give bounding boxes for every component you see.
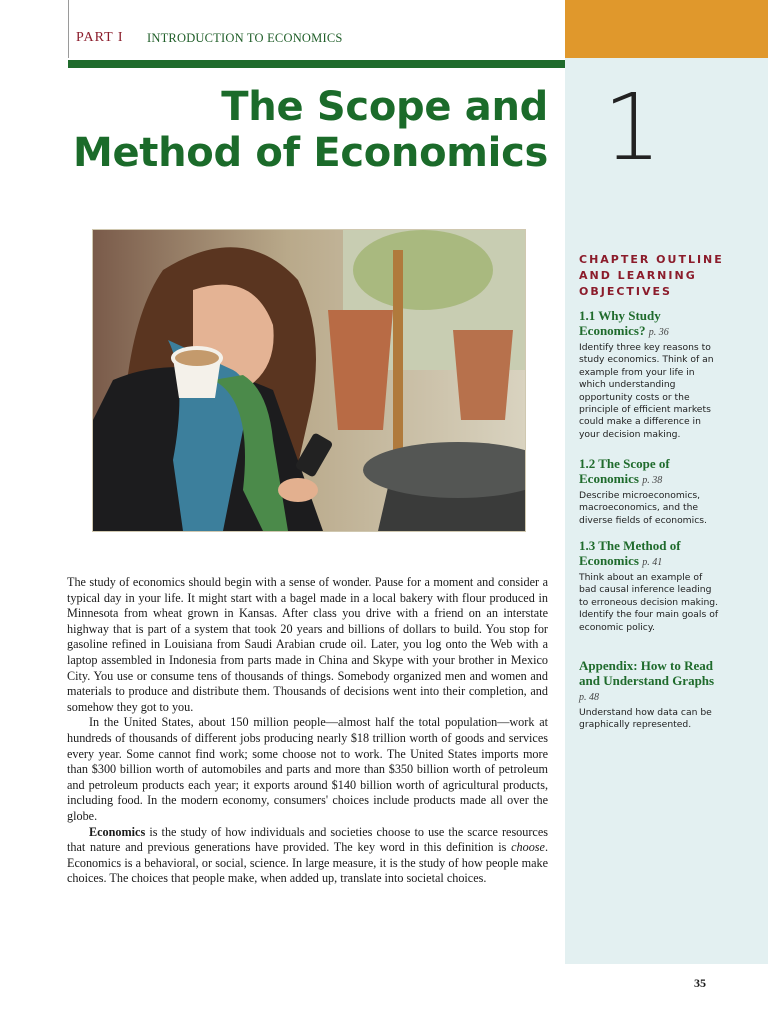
part-title: INTRODUCTION TO ECONOMICS xyxy=(147,31,343,45)
objective-title[interactable]: 1.3 The Method of Economics p. 41 xyxy=(579,538,681,568)
objective-1-1 xyxy=(579,308,721,441)
paragraph-2: In the United States, about 150 million people—almost half the total population—work at hundreds of thousands of different jobs producing nearly $18 trillion worth of goods and services every year. Some cannot find work; some choose not to work. The United States imports more than $300 billion worth of automobiles and parts and more than $350 billion worth of petroleum and petroleum products each year; it exports around $140 billion worth of agricultural products, including food. In the modern economy, consumers' choices include products made all over the globe. xyxy=(67,715,548,823)
chapter-outline-heading: CHAPTER OUTLINE AND LEARNING OBJECTIVES xyxy=(579,253,724,298)
photo-illustration xyxy=(93,230,525,531)
emphasis-choose: choose xyxy=(511,840,545,855)
key-term-economics: Economics xyxy=(89,824,146,839)
objective-1-3 xyxy=(579,538,721,634)
header-rule xyxy=(68,0,69,58)
objective-page-ref[interactable]: p. 38 xyxy=(642,475,663,486)
objective-page-ref[interactable]: p. 48 xyxy=(579,692,599,703)
chapter-title xyxy=(73,84,548,176)
body-text xyxy=(67,575,548,887)
objective-title[interactable]: Appendix: How to Read and Understand Graphs p. 48 xyxy=(579,658,715,703)
chapter-title-line2: Method of Economics xyxy=(72,130,548,176)
page-number: 35 xyxy=(694,976,706,990)
objective-description: Think about an example of bad causal inference leading to erroneous decision making. Identify the four main goals of economic policy. xyxy=(579,572,719,633)
objective-title[interactable]: 1.1 Why Study Economics? p. 36 xyxy=(579,308,669,338)
objective-description: Describe microeconomics, macroeconomics, and the diverse fields of economics. xyxy=(579,490,707,526)
objective-page-ref[interactable]: p. 36 xyxy=(648,327,669,338)
paragraph-1: The study of economics should begin with a sense of wonder. Pause for a moment and consider a typical day in your life. It might start with a bagel made in a local bakery with flour produced in Minnesota from wheat grown in Kansas. After class you drive with a friend on an interstate highway that is part of a system that took 20 years and billions of dollars to build. You stop for gasoline refined in Louisiana from Saudi Arabian crude oil. Later, you log onto the Web with a laptop assembled in Indonesia from parts made in China and Skype with your brother in Mexico City. You use or consume tens of thousands of things. Somebody organized men and women and materials to produce and distribute them. Thousands of decisions went into their completion, and somehow they got to you. xyxy=(67,575,548,714)
objective-appendix xyxy=(579,658,721,732)
corner-accent-block xyxy=(565,0,768,58)
objective-description: Understand how data can be graphically represented. xyxy=(579,707,712,731)
paragraph-3: Economics is the study of how individuals and societies choose to use the scarce resources that nature and previous generations have provided. The key word in this definition is choose. Economics is a behavioral, or social, science. In large measure, it is the study of how people make choices. The choices that people make, when added up, translate into societal choices. xyxy=(67,824,548,886)
chapter-title-line1: The Scope and xyxy=(221,84,548,130)
part-label: PART I xyxy=(76,30,124,45)
objective-title[interactable]: 1.2 The Scope of Economics p. 38 xyxy=(579,456,670,486)
header-bar xyxy=(68,60,565,68)
objective-description: Identify three key reasons to study economics. Think of an example from your life in which understanding opportunity costs or the principle of efficient markets could make a difference in your decision making. xyxy=(579,342,714,440)
objective-page-ref[interactable]: p. 41 xyxy=(642,557,663,568)
chapter-photo xyxy=(92,229,526,532)
chapter-number: 1 xyxy=(603,74,662,181)
objective-1-2 xyxy=(579,456,721,527)
